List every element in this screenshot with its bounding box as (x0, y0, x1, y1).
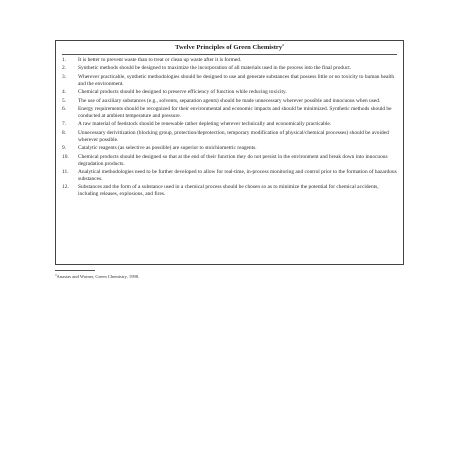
footnote (55, 274, 139, 280)
principle-text: Chemical products should be designed so that at the end of their function they do not persist in the environment and break down into innocuous degradation products. (78, 153, 388, 167)
table-title-text: Twelve Principles of Green Chemistry (175, 44, 283, 51)
principle-text: Substances and the form of a substance used in a chemical process should be chosen so as to minimize the potential for chemical accidents, including releases, explosions, and fires. (78, 184, 379, 198)
principle-item (62, 145, 397, 152)
principle-number: 12. (62, 184, 69, 191)
principle-item (62, 154, 397, 168)
principle-number: 1. (62, 57, 67, 63)
principle-number: 8. (62, 129, 67, 136)
principle-number: 2. (62, 65, 67, 72)
principle-item (62, 89, 397, 96)
principle-text: The use of auxiliary substances (e.g., solvents, separation agents) should be made unnecessary wherever possible and innocuous when used. (78, 97, 381, 104)
title-footnote-marker: a (282, 41, 284, 47)
principle-number: 3. (62, 73, 67, 80)
principle-number: 11. (62, 168, 69, 175)
principle-item (62, 74, 397, 88)
principle-text: Catalytic reagents (as selective as possible) are superior to stoichiometric reagents. (78, 145, 257, 152)
table-title (62, 41, 397, 52)
principle-text: Synthetic methods should be designed to maximize the incorporation of all materials used in the process into the final product. (78, 65, 352, 72)
principle-number: 10. (62, 153, 69, 160)
principle-item (62, 98, 397, 105)
principle-text: It is better to prevent waste than to treat or clean up waste after it is formed. (78, 57, 242, 63)
principle-item (62, 57, 397, 64)
principle-number: 9. (62, 145, 67, 152)
principle-item (62, 106, 397, 120)
principle-number: 6. (62, 105, 67, 112)
footnote-marker: a (55, 272, 57, 277)
principle-item (62, 184, 397, 198)
principle-text: Analytical methodologies need to be further developed to allow for real-time, in-process monitoring and control prior to the formation of hazardous substances. (78, 168, 397, 182)
principle-text: A raw material of feedstock should be renewable rather depleting wherever technically and economically practicable. (78, 121, 332, 128)
principle-number: 4. (62, 89, 67, 96)
principle-text: Chemical products should be designed to preserve efficiency of function while reducing toxicity. (78, 89, 287, 96)
principle-item (62, 121, 397, 128)
principle-item (62, 130, 397, 144)
principle-text: Unnecessary derivitization (blocking group, protection/deprotection, temporary modification of physical/chemical processes) should be avoided wherever possible. (78, 129, 389, 143)
principle-number: 7. (62, 121, 67, 128)
principles-table (55, 40, 404, 265)
principle-item (62, 169, 397, 183)
footnote-divider (55, 270, 95, 271)
principle-text: Energy requirements should be recognized for their environmental and economic impacts and should be minimized. Synthetic methods should be conducted at ambient temperature and pressure. (78, 105, 392, 119)
principles-list (62, 57, 397, 198)
principle-item (62, 65, 397, 72)
title-divider (62, 54, 397, 55)
principle-number: 5. (62, 97, 67, 104)
principle-text: Wherever practicable, synthetic methodologies should be designed to use and generate substances that possess little or no toxicity to human health and the environment. (78, 73, 395, 87)
footnote-text: Anastas and Warner, Green Chemistry, 1998. (56, 274, 140, 279)
